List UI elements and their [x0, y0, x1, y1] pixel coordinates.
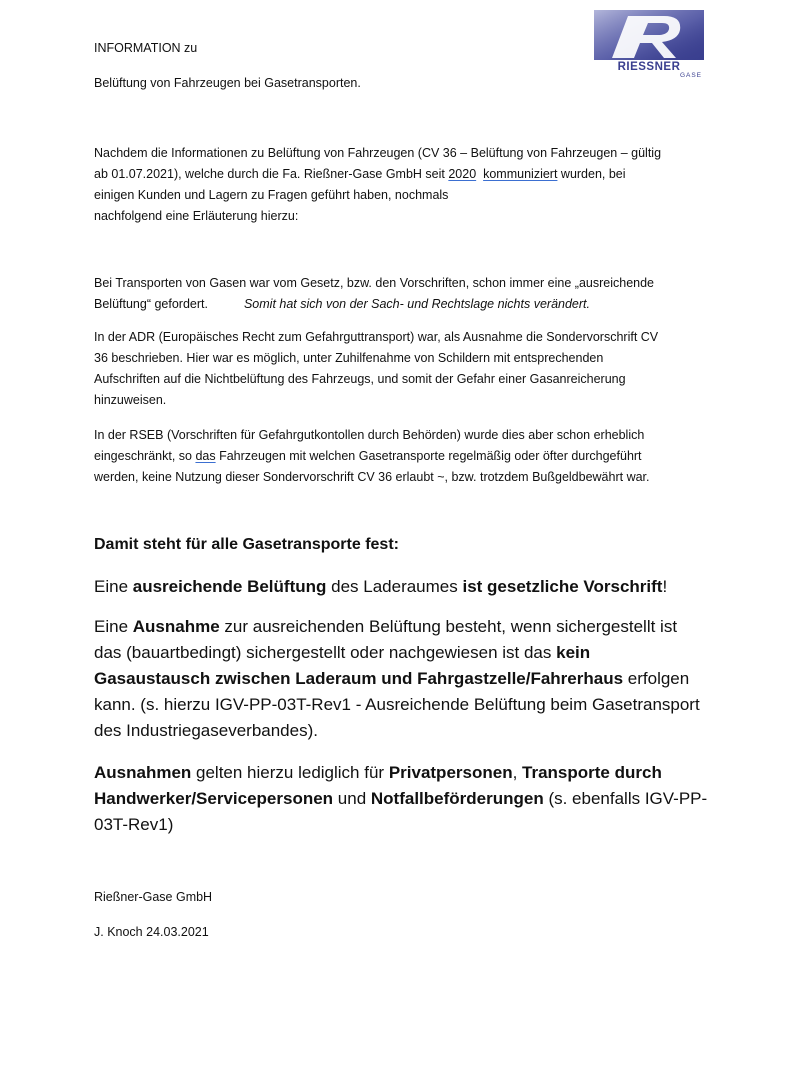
document-title: INFORMATION zu [94, 41, 198, 55]
riessner-logo [594, 10, 704, 78]
paragraph-line: Bei Transporten von Gasen war vom Gesetz, bzw. den Vorschriften, schon immer eine „ausreichende [94, 276, 654, 290]
logo-brand-text: RIESSNER [617, 61, 681, 73]
paragraph-adr [94, 327, 714, 411]
paragraph-line: eingeschränkt, so das Fahrzeugen mit welchen Gasetransporte regelmäßig oder öfter durchgeführt [94, 449, 642, 463]
paragraph-line: Aufschriften auf die Nichtbelüftung des Fahrzeugs, und somit der Gefahr einer Gasanreicherung [94, 372, 626, 386]
year-underlined: 2020 [448, 167, 477, 181]
paragraph-line: 36 beschrieben. Hier war es möglich, unter Zuhilfenahme von Schildern mit entsprechenden [94, 351, 604, 365]
paragraph-line: Belüftung“ gefordert. Somit hat sich von der Sach- und Rechtslage nichts verändert. [94, 297, 590, 311]
riessner-logo-mark [594, 10, 704, 78]
summary-statement-exception: Eine Ausnahme zur ausreichenden Belüftung besteht, wenn sichergestellt ist das (bauartbedingt) sichergestellt oder nachgewiesen ist das kein Gasaustausch zwischen Laderaum und Fahrgastzelle/Fahrerhaus erfolgen kann. (s. hierzu IGV-PP-03T-Rev1 - Ausreichende Belüftung beim Gasetransport des Industriegaseverbandes). [94, 617, 700, 740]
intro-line: einigen Kunden und Lagern zu Fragen geführt haben, nochmals [94, 188, 449, 202]
paragraph-line: In der RSEB (Vorschriften für Gefahrgutkontollen durch Behörden) wurde dies aber schon erheblich [94, 428, 645, 442]
signature-date: J. Knoch 24.03.2021 [94, 925, 209, 939]
word-underlined: das [195, 449, 216, 463]
paragraph-legal-basis [94, 273, 714, 315]
paragraph-rseb [94, 425, 734, 488]
word-underlined: kommuniziert [483, 167, 558, 181]
intro-line: nachfolgend eine Erläuterung hierzu: [94, 209, 299, 223]
company-name: Rießner-Gase GmbH [94, 890, 213, 904]
logo-sub-text: GASE [679, 72, 702, 78]
intro-paragraph [94, 143, 714, 227]
document-subject: Belüftung von Fahrzeugen bei Gasetransporten. [94, 76, 361, 90]
summary-statement-ventilation: Eine ausreichende Belüftung des Laderaumes ist gesetzliche Vorschrift! [94, 577, 668, 596]
summary-heading: Damit steht für alle Gasetransporte fest: [94, 536, 399, 553]
paragraph-line: In der ADR (Europäisches Recht zum Gefahrguttransport) war, als Ausnahme die Sondervorschrift CV [94, 330, 659, 344]
italic-note: Somit hat sich von der Sach- und Rechtslage nichts verändert. [243, 297, 590, 311]
intro-line: ab 01.07.2021), welche durch die Fa. Rießner-Gase GmbH seit 2020 kommuniziert wurden, bei [94, 167, 626, 181]
summary-statement-exemptions: Ausnahmen gelten hierzu lediglich für Privatpersonen, Transporte durch Handwerker/Servicepersonen und Notfallbeförderungen (s. ebenfalls IGV-PP- 03T-Rev1) [94, 763, 708, 834]
paragraph-line: hinzuweisen. [94, 393, 167, 407]
intro-line: Nachdem die Informationen zu Belüftung von Fahrzeugen (CV 36 – Belüftung von Fahrzeugen – gültig [94, 146, 662, 160]
paragraph-line: werden, keine Nutzung dieser Sondervorschrift CV 36 erlaubt ~, bzw. trotzdem Bußgeldbewährt war. [94, 470, 650, 484]
